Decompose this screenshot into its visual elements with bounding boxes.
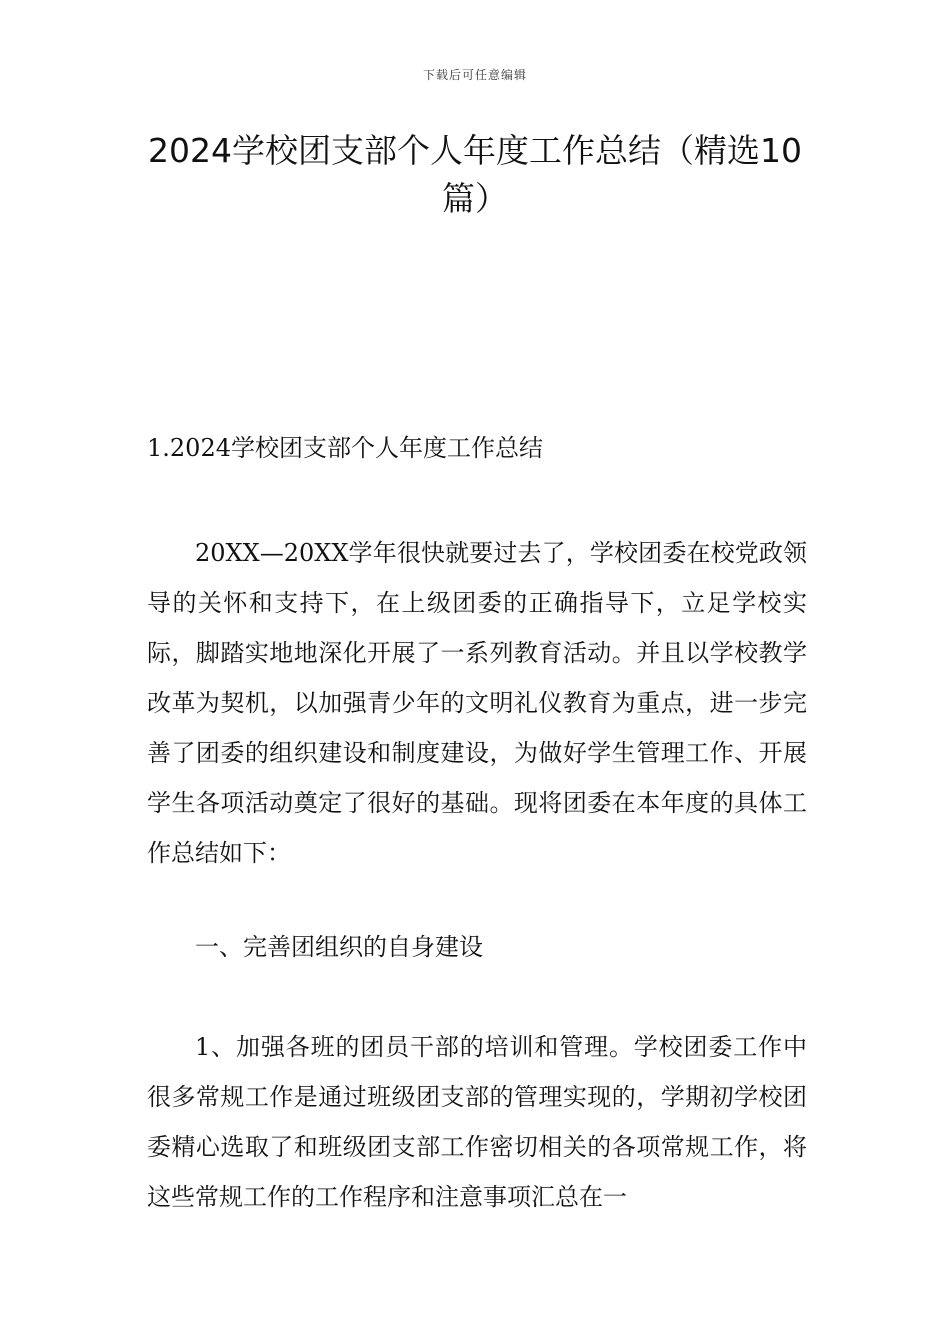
- section-heading: 1.2024学校团支部个人年度工作总结: [147, 434, 543, 462]
- paragraph-intro: 20XX—20XX学年很快就要过去了，学校团委在校党政领导的关怀和支持下，在上级团委的正确指导下，立足学校实际，脚踏实地地深化开展了一系列教育活动。并且以学校教学改革为契机，以加强青少年的文明礼仪教育为重点，进一步完善了团委的组织建设和制度建设，为做好学生管理工作、开展学生各项活动奠定了很好的基础。现将团委在本年度的具体工作总结如下：: [147, 539, 807, 867]
- document-title: 2024学校团支部个人年度工作总结（精选10篇）: [148, 131, 802, 218]
- paragraph-subheading: 一、完善团组织的自身建设: [195, 933, 483, 961]
- header-note: 下载后可任意编辑: [422, 68, 527, 82]
- paragraph-item-1: 1、加强各班的团员干部的培训和管理。学校团委工作中很多常规工作是通过班级团支部的管理实现的，学期初学校团委精心选取了和班级团支部工作密切相关的各项常规工作，将这些常规工作的工作程序和注意事项汇总在一: [147, 1033, 807, 1211]
